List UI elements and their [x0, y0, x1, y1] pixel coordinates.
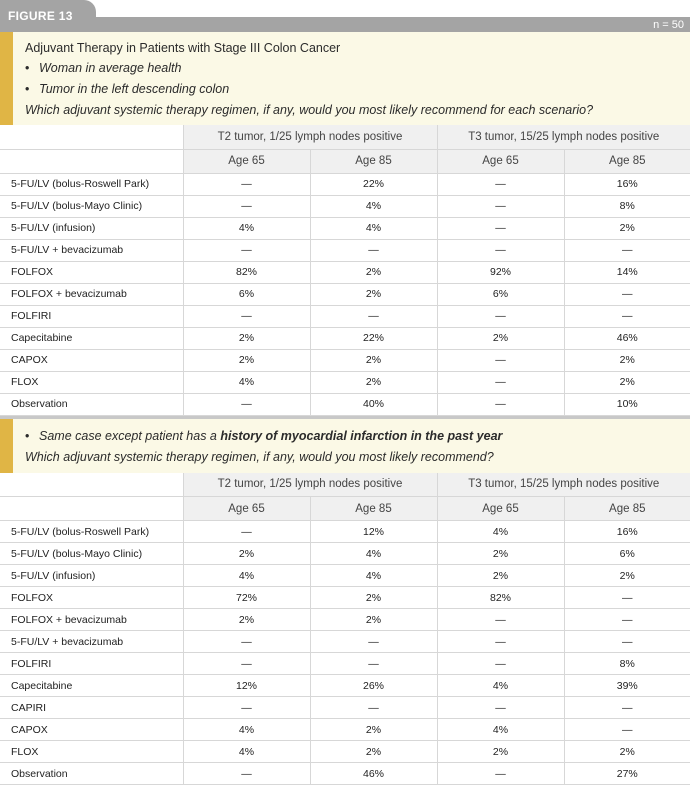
table-row: [0, 217, 690, 239]
percent-cell: 8%: [564, 195, 690, 217]
regimen-label: 5-FU/LV (bolus-Mayo Clinic): [0, 195, 183, 217]
percent-cell: —: [564, 587, 690, 609]
percent-cell: —: [437, 763, 564, 785]
group-header-t3: T3 tumor, 15/25 lymph nodes positive: [437, 473, 690, 497]
percent-cell: 2%: [310, 371, 437, 393]
percent-cell: —: [564, 239, 690, 261]
regimen-label: FOLFOX + bevacizumab: [0, 283, 183, 305]
percent-cell: 4%: [183, 719, 310, 741]
scenario-1-box: [0, 32, 690, 125]
group-header-t2: T2 tumor, 1/25 lymph nodes positive: [183, 473, 437, 497]
figure-label: FIGURE 13: [8, 9, 73, 23]
table-row: [0, 521, 690, 543]
percent-cell: 2%: [310, 587, 437, 609]
percent-cell: —: [310, 653, 437, 675]
percent-cell: —: [564, 609, 690, 631]
percent-cell: 2%: [183, 609, 310, 631]
percent-cell: 2%: [183, 543, 310, 565]
scenario-2-table: [0, 473, 690, 786]
table-row: [0, 565, 690, 587]
regimen-label: 5-FU/LV + bevacizumab: [0, 631, 183, 653]
scenario-1-table: [0, 125, 690, 416]
table-row: [0, 653, 690, 675]
percent-cell: 4%: [183, 217, 310, 239]
percent-cell: 2%: [564, 217, 690, 239]
percent-cell: —: [437, 349, 564, 371]
percent-cell: —: [437, 609, 564, 631]
percent-cell: —: [310, 239, 437, 261]
age-header: Age 65: [183, 497, 310, 521]
percent-cell: 39%: [564, 675, 690, 697]
regimen-label: CAPOX: [0, 349, 183, 371]
scenario-2-question: Which adjuvant systemic therapy regimen, if any, would you most likely recommend?: [25, 449, 494, 464]
header-blank-cell: [0, 125, 183, 149]
percent-cell: 4%: [310, 217, 437, 239]
percent-cell: 2%: [564, 349, 690, 371]
percent-cell: —: [310, 631, 437, 653]
percent-cell: 22%: [310, 173, 437, 195]
figure-tab: [0, 0, 96, 32]
percent-cell: 22%: [310, 327, 437, 349]
percent-cell: 10%: [564, 393, 690, 415]
table-row: [0, 543, 690, 565]
regimen-label: FOLFIRI: [0, 305, 183, 327]
percent-cell: 4%: [437, 719, 564, 741]
percent-cell: —: [564, 697, 690, 719]
percent-cell: 72%: [183, 587, 310, 609]
percent-cell: 6%: [437, 283, 564, 305]
percent-cell: —: [183, 697, 310, 719]
percent-cell: —: [564, 719, 690, 741]
percent-cell: 27%: [564, 763, 690, 785]
scenario-1-title: Adjuvant Therapy in Patients with Stage III Colon Cancer: [25, 41, 341, 55]
percent-cell: 2%: [183, 349, 310, 371]
percent-cell: 92%: [437, 261, 564, 283]
percent-cell: 4%: [310, 195, 437, 217]
percent-cell: —: [564, 283, 690, 305]
scenario-2-emphasis: history of myocardial infarction in the past year: [220, 428, 503, 443]
table-group-header-row: [0, 473, 690, 497]
regimen-label: CAPOX: [0, 719, 183, 741]
table-group-header-row: [0, 125, 690, 149]
percent-cell: 16%: [564, 521, 690, 543]
regimen-label: 5-FU/LV (infusion): [0, 565, 183, 587]
regimen-label: FOLFOX: [0, 587, 183, 609]
table-row: [0, 305, 690, 327]
table-row: [0, 675, 690, 697]
percent-cell: —: [437, 195, 564, 217]
percent-cell: 82%: [183, 261, 310, 283]
percent-cell: 2%: [564, 565, 690, 587]
regimen-label: FLOX: [0, 371, 183, 393]
table-age-header-row: [0, 497, 690, 521]
percent-cell: —: [437, 305, 564, 327]
percent-cell: 2%: [310, 719, 437, 741]
scenario-1-bullet: • Woman in average health: [25, 61, 182, 75]
table-row: [0, 327, 690, 349]
percent-cell: —: [310, 305, 437, 327]
percent-cell: 2%: [310, 283, 437, 305]
percent-cell: —: [183, 195, 310, 217]
scenario-1-question: Which adjuvant systemic therapy regimen, if any, would you most likely recommend for each scenario?: [25, 103, 594, 117]
percent-cell: —: [437, 239, 564, 261]
header-blank-cell: [0, 149, 183, 173]
table-row: [0, 349, 690, 371]
percent-cell: —: [183, 763, 310, 785]
regimen-label: CAPIRI: [0, 697, 183, 719]
percent-cell: —: [437, 631, 564, 653]
percent-cell: —: [183, 239, 310, 261]
percent-cell: 2%: [437, 565, 564, 587]
header-blank-cell: [0, 497, 183, 521]
age-header: Age 65: [183, 149, 310, 173]
table-row: [0, 371, 690, 393]
regimen-label: 5-FU/LV (infusion): [0, 217, 183, 239]
percent-cell: 2%: [564, 741, 690, 763]
percent-cell: —: [437, 393, 564, 415]
percent-cell: 12%: [183, 675, 310, 697]
table-row: [0, 763, 690, 785]
regimen-label: 5-FU/LV + bevacizumab: [0, 239, 183, 261]
table-row: [0, 195, 690, 217]
regimen-label: Capecitabine: [0, 675, 183, 697]
percent-cell: 2%: [310, 261, 437, 283]
table-row: [0, 587, 690, 609]
sample-size-label: n = 50: [653, 19, 684, 31]
header-blank-cell: [0, 473, 183, 497]
percent-cell: 4%: [183, 565, 310, 587]
percent-cell: —: [437, 371, 564, 393]
figure-header: [0, 0, 690, 32]
percent-cell: —: [564, 631, 690, 653]
regimen-label: FLOX: [0, 741, 183, 763]
table-row: [0, 173, 690, 195]
percent-cell: —: [183, 631, 310, 653]
percent-cell: 2%: [437, 741, 564, 763]
percent-cell: 16%: [564, 173, 690, 195]
regimen-label: FOLFIRI: [0, 653, 183, 675]
percent-cell: 82%: [437, 587, 564, 609]
percent-cell: 2%: [310, 741, 437, 763]
table-row: [0, 393, 690, 415]
table-row: [0, 631, 690, 653]
percent-cell: 2%: [564, 371, 690, 393]
scenario-1-bullet: • Tumor in the left descending colon: [25, 82, 230, 96]
scenario-2-box: [0, 419, 690, 473]
percent-cell: 40%: [310, 393, 437, 415]
age-header: Age 85: [310, 497, 437, 521]
percent-cell: —: [310, 697, 437, 719]
age-header: Age 65: [437, 497, 564, 521]
percent-cell: —: [183, 393, 310, 415]
percent-cell: 8%: [564, 653, 690, 675]
percent-cell: 12%: [310, 521, 437, 543]
regimen-label: FOLFOX + bevacizumab: [0, 609, 183, 631]
table-row: [0, 609, 690, 631]
percent-cell: 4%: [310, 543, 437, 565]
percent-cell: —: [183, 173, 310, 195]
percent-cell: —: [437, 173, 564, 195]
percent-cell: —: [437, 697, 564, 719]
percent-cell: 4%: [437, 521, 564, 543]
percent-cell: 26%: [310, 675, 437, 697]
sample-size-bar: [0, 17, 690, 32]
regimen-label: 5-FU/LV (bolus-Mayo Clinic): [0, 543, 183, 565]
percent-cell: 2%: [183, 327, 310, 349]
table-row: [0, 239, 690, 261]
table-row: [0, 741, 690, 763]
regimen-label: Capecitabine: [0, 327, 183, 349]
age-header: Age 85: [310, 149, 437, 173]
percent-cell: 46%: [310, 763, 437, 785]
percent-cell: 46%: [564, 327, 690, 349]
regimen-label: 5-FU/LV (bolus-Roswell Park): [0, 521, 183, 543]
table-row: [0, 261, 690, 283]
regimen-label: Observation: [0, 763, 183, 785]
percent-cell: —: [564, 305, 690, 327]
table-row: [0, 283, 690, 305]
percent-cell: —: [183, 653, 310, 675]
percent-cell: 4%: [437, 675, 564, 697]
regimen-label: Observation: [0, 393, 183, 415]
percent-cell: —: [437, 217, 564, 239]
table-row: [0, 719, 690, 741]
percent-cell: —: [183, 305, 310, 327]
percent-cell: —: [437, 653, 564, 675]
percent-cell: 2%: [310, 349, 437, 371]
percent-cell: 6%: [564, 543, 690, 565]
age-header: Age 65: [437, 149, 564, 173]
percent-cell: 4%: [183, 371, 310, 393]
regimen-label: 5-FU/LV (bolus-Roswell Park): [0, 173, 183, 195]
group-header-t2: T2 tumor, 1/25 lymph nodes positive: [183, 125, 437, 149]
percent-cell: 14%: [564, 261, 690, 283]
percent-cell: 2%: [437, 327, 564, 349]
age-header: Age 85: [564, 149, 690, 173]
group-header-t3: T3 tumor, 15/25 lymph nodes positive: [437, 125, 690, 149]
percent-cell: 6%: [183, 283, 310, 305]
percent-cell: —: [183, 521, 310, 543]
regimen-label: FOLFOX: [0, 261, 183, 283]
scenario-2-bullet: • Same case except patient has a history of myocardial infarction in the past year: [25, 428, 503, 443]
percent-cell: 2%: [437, 543, 564, 565]
percent-cell: 4%: [183, 741, 310, 763]
percent-cell: 2%: [310, 609, 437, 631]
age-header: Age 85: [564, 497, 690, 521]
percent-cell: 4%: [310, 565, 437, 587]
table-row: [0, 697, 690, 719]
table-age-header-row: [0, 149, 690, 173]
